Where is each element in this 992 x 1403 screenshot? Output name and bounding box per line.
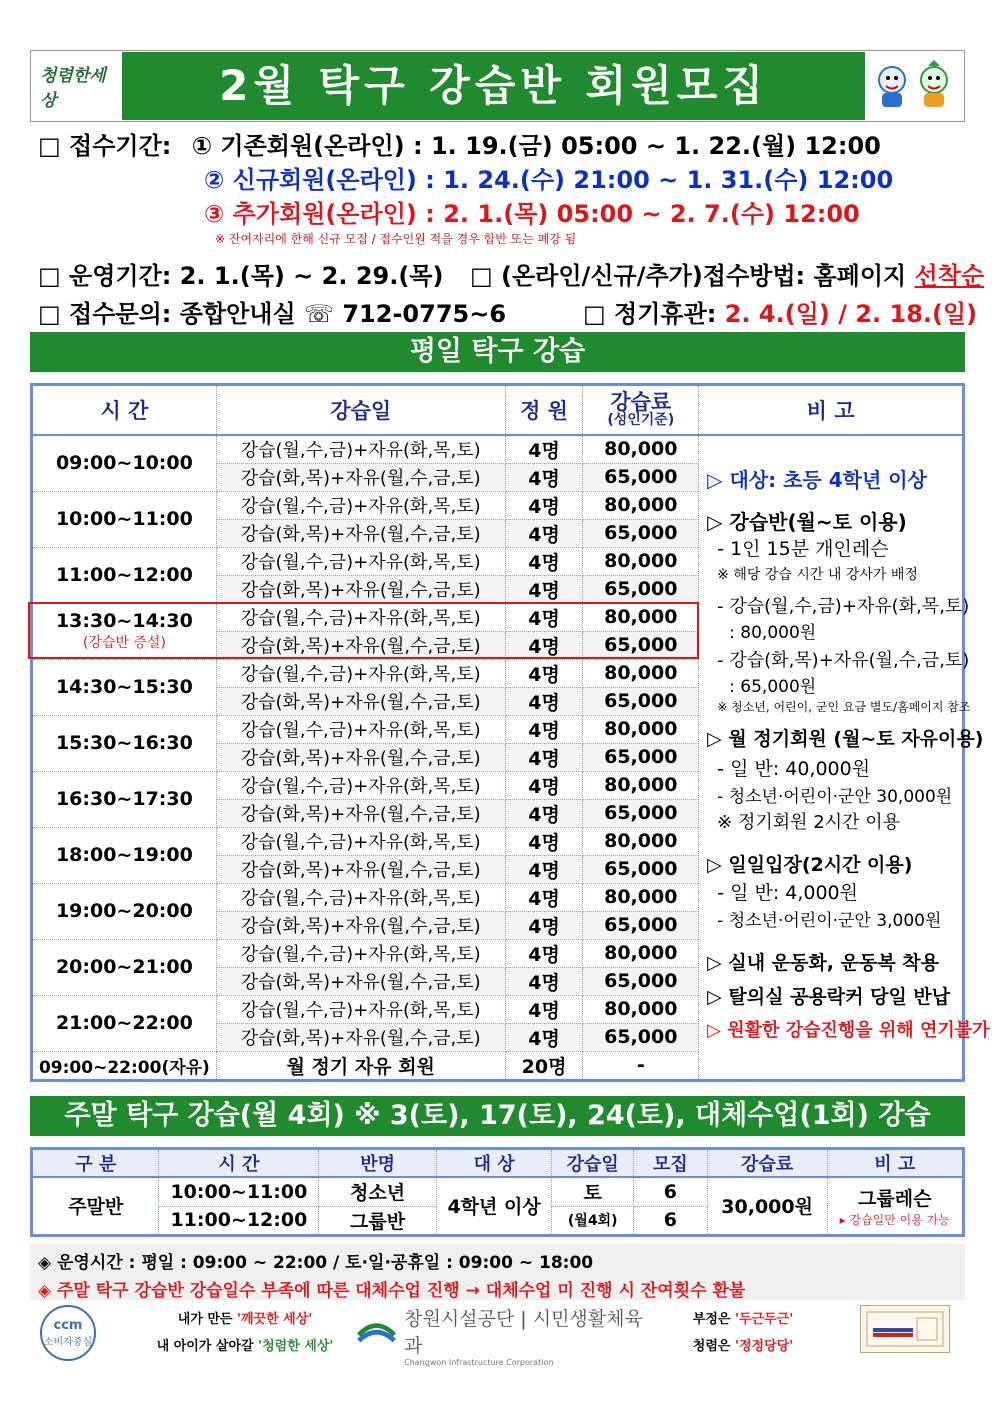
page-title: 2월 탁구 강습반 회원모집 [122, 52, 865, 120]
capacity: 4명 [505, 491, 583, 519]
weekend-col-3: 대 상 [436, 1149, 552, 1178]
organization-name: 창원시설공단 | 시민생활체육과 [404, 1307, 643, 1357]
time-slot-label: 16:30~17:30 [55, 788, 193, 810]
class-days: 강습(화,목)+자유(월,수,금,토) [216, 687, 505, 715]
weekend-col-0: 구 분 [32, 1149, 159, 1178]
registration-method-text: □ (온라인/신규/추가)접수방법: 홈페이지 [470, 262, 907, 290]
time-slot-label: 14:30~15:30 [55, 676, 193, 698]
mascot-icon [870, 60, 960, 112]
fee: 80,000 [583, 827, 699, 855]
class-days: 강습(화,목)+자유(월,수,금,토) [216, 799, 505, 827]
remark-r8: : 65,000원 [729, 676, 817, 697]
time-slot [32, 771, 217, 827]
weekday-section-title: 평일 탁구 강습 [30, 332, 965, 372]
col-capacity: 정 원 [505, 385, 583, 435]
ccm-logo-text: 소비자중심 [43, 1337, 93, 1348]
capacity: 4명 [505, 1023, 583, 1051]
first-come-badge: 선착순 [914, 262, 985, 290]
fee: 65,000 [583, 911, 699, 939]
weekend-col-5: 모집 [634, 1149, 708, 1178]
class-days: 강습(화,목)+자유(월,수,금,토) [216, 1023, 505, 1051]
footnote-hours: ◈ 운영시간 : 평일 : 09:00 ~ 22:00 / 토·일·공휴일 : 09:00 ~ 18:00 [38, 1253, 594, 1273]
closed-days-label: □ 정기휴관: [583, 300, 717, 328]
registration-note: ※ 잔여자리에 한해 신규 모집 / 접수인원 적을 경우 합반 또는 폐강 됨 [215, 232, 577, 246]
time-slot [32, 435, 217, 492]
operation-period: □ 운영기간: 2. 1.(목) ~ 2. 29.(목) [38, 262, 444, 290]
weekend-col-7: 비 고 [827, 1149, 963, 1178]
weekend-cap-1: 6 [634, 1177, 708, 1206]
weekend-table [30, 1147, 965, 1237]
weekend-time-2: 11:00~12:00 [159, 1206, 319, 1235]
remark-r18: ▷ 탈의실 공용락커 당일 반납 [707, 985, 951, 1008]
capacity: 4명 [505, 631, 583, 659]
weekend-time-1: 10:00~11:00 [159, 1177, 319, 1206]
capacity: 4명 [505, 463, 583, 491]
class-days: 강습(월,수,금)+자유(화,목,토) [216, 883, 505, 911]
table-row [32, 435, 964, 464]
weekend-class-2: 그룹반 [319, 1206, 437, 1235]
fee: 80,000 [583, 939, 699, 967]
fee: 65,000 [583, 967, 699, 995]
registration-method [470, 256, 984, 291]
capacity: 4명 [505, 547, 583, 575]
class-days: 강습(월,수,금)+자유(화,목,토) [216, 771, 505, 799]
class-days: 강습(화,목)+자유(월,수,금,토) [216, 743, 505, 771]
capacity: 4명 [505, 743, 583, 771]
weekend-col-6: 강습료 [707, 1149, 827, 1178]
class-days: 강습(화,목)+자유(월,수,금,토) [216, 855, 505, 883]
class-days: 강습(월,수,금)+자유(화,목,토) [216, 491, 505, 519]
slogan-3a: 부정은 [692, 1312, 735, 1327]
class-days: 강습(월,수,금)+자유(화,목,토) [216, 827, 505, 855]
weekend-remark-sub: ▸ 강습일만 이용 가능 [839, 1212, 950, 1227]
col-fee-label: 강습료 [610, 389, 672, 414]
weekend-remark [827, 1177, 963, 1235]
class-days: 강습(화,목)+자유(월,수,금,토) [216, 575, 505, 603]
fee: 65,000 [583, 687, 699, 715]
fee: 80,000 [583, 659, 699, 687]
weekend-class-1: 청소년 [319, 1177, 437, 1206]
class-days: 강습(화,목)+자유(월,수,금,토) [216, 911, 505, 939]
fee: 80,000 [583, 883, 699, 911]
fee: 80,000 [583, 715, 699, 743]
weekend-day-sub: (월4회) [552, 1206, 634, 1235]
registration-existing: ① 기존회원(온라인) : 1. 19.(금) 05:00 ~ 1. 22.(월) 12:00 [191, 132, 881, 160]
fee: 65,000 [583, 519, 699, 547]
organization-name-en: Changwon Infrastructure Corporation [404, 1357, 554, 1367]
time-slot-label: 19:00~20:00 [55, 900, 193, 922]
class-days: 강습(월,수,금)+자유(화,목,토) [216, 715, 505, 743]
weekend-col-2: 반명 [319, 1149, 437, 1178]
col-days: 강습일 [216, 385, 505, 435]
weekend-remark-text: 그룹레슨 [858, 1187, 932, 1210]
fee: 65,000 [583, 743, 699, 771]
fee: 80,000 [583, 995, 699, 1023]
capacity: 4명 [505, 855, 583, 883]
remark-r12: - 청소년·어린이·군안 30,000원 [717, 786, 953, 807]
fee: 65,000 [583, 631, 699, 659]
remark-r9: ※ 청소년, 어린이, 군인 요금 별도/홈페이지 참조 [717, 699, 971, 714]
slogan-left [150, 1308, 340, 1354]
footnote-substitute: ◈ 주말 탁구 강습반 강습일수 부족에 따른 대체수업 진행 → 대체수업 미 진행 시 잔여횟수 환불 [38, 1281, 746, 1301]
fee: 65,000 [583, 575, 699, 603]
time-slot [32, 659, 217, 715]
capacity: 4명 [505, 799, 583, 827]
remark-r7: - 강습(화,목)+자유(월,수,금,토) [717, 649, 970, 671]
class-days: 강습(화,목)+자유(월,수,금,토) [216, 631, 505, 659]
integrity-logo: 청렴한세상 [40, 66, 106, 111]
organization-emblem-icon [355, 1315, 398, 1355]
remark-r10: ▷ 월 정기회원 (월~토 자유이용) [707, 727, 984, 750]
fee: 65,000 [583, 1023, 699, 1051]
remark-r15: - 일 반: 4,000원 [717, 881, 859, 904]
weekend-col-1: 시 간 [159, 1149, 319, 1178]
slogan-4b: '정정당당' [735, 1339, 794, 1354]
free-time: 09:00~22:00(자유) [32, 1051, 217, 1080]
time-slot-label: 15:30~16:30 [55, 732, 193, 754]
weekend-cap-2: 6 [634, 1206, 708, 1235]
capacity: 4명 [505, 519, 583, 547]
remark-r16: - 청소년·어린이·군안 3,000원 [717, 910, 942, 931]
time-slot-label: 09:00~10:00 [55, 452, 193, 474]
slogan-3b: '두근두근' [735, 1312, 794, 1327]
class-days: 강습(화,목)+자유(월,수,금,토) [216, 463, 505, 491]
fee: 80,000 [583, 491, 699, 519]
time-slot-label: 10:00~11:00 [55, 508, 193, 530]
capacity: 4명 [505, 575, 583, 603]
registration-additional: ③ 추가회원(온라인) : 2. 1.(목) 05:00 ~ 2. 7.(수) 12:00 [204, 200, 860, 228]
remark-r19: ▷ 원활한 강습진행을 위해 연기불가 [707, 1019, 990, 1041]
class-days: 강습(월,수,금)+자유(화,목,토) [216, 435, 505, 464]
weekend-target: 4학년 이상 [436, 1177, 552, 1235]
time-slot-label: 20:00~21:00 [55, 956, 193, 978]
remark-r6: : 80,000원 [729, 622, 817, 643]
fee: 65,000 [583, 799, 699, 827]
weekend-section-title: 주말 탁구 강습(월 4회) ※ 3(토), 17(토), 24(토), 대체수업(1회) 강습 [30, 1096, 965, 1136]
capacity: 4명 [505, 939, 583, 967]
time-slot [32, 491, 217, 547]
closed-days-value: 2. 4.(일) / 2. 18.(일) [724, 300, 978, 328]
free-days: 월 정기 자유 회원 [216, 1051, 505, 1080]
slogan-2b: '청렴한 세상' [258, 1339, 334, 1354]
fee: 80,000 [583, 603, 699, 631]
time-slot [32, 995, 217, 1051]
weekend-col-4: 강습일 [552, 1149, 634, 1178]
class-days: 강습(월,수,금)+자유(화,목,토) [216, 939, 505, 967]
free-fee: - [583, 1051, 699, 1080]
capacity: 4명 [505, 603, 583, 631]
capacity: 4명 [505, 715, 583, 743]
slogan-1a: 내가 만든 [177, 1312, 237, 1327]
registration-new: ② 신규회원(온라인) : 1. 24.(수) 21:00 ~ 1. 31.(수) 12:00 [204, 166, 894, 194]
time-slot [32, 547, 217, 603]
registration-label [38, 126, 881, 161]
time-slot [32, 827, 217, 883]
weekday-table [30, 383, 990, 1082]
remark-r1: ▷ 대상: 초등 4학년 이상 [707, 467, 927, 492]
fee: 80,000 [583, 547, 699, 575]
weekend-day: 토 [552, 1177, 634, 1206]
slogan-right [668, 1308, 818, 1354]
col-time: 시 간 [32, 385, 217, 435]
remark-r14: ▷ 일일입장(2시간 이용) [707, 853, 913, 876]
ccm-logo: ccm 소비자중심 [40, 1305, 96, 1361]
remark-r4: ※ 해당 강습 시간 내 강사가 배정 [717, 566, 918, 583]
slogan-4a: 청렴은 [692, 1339, 735, 1354]
class-days: 강습(월,수,금)+자유(화,목,토) [216, 603, 505, 631]
class-days: 강습(화,목)+자유(월,수,금,토) [216, 519, 505, 547]
contact-info: □ 접수문의: 종합안내실 ☏ 712-0775~6 [38, 300, 507, 328]
fee: 65,000 [583, 463, 699, 491]
capacity: 4명 [505, 687, 583, 715]
class-days: 강습(월,수,금)+자유(화,목,토) [216, 659, 505, 687]
remark-r13: ※ 정기회원 2시간 이용 [717, 811, 900, 833]
capacity: 4명 [505, 435, 583, 464]
remark-r11: - 일 반: 40,000원 [717, 757, 871, 780]
fee: 80,000 [583, 435, 699, 464]
remark-r2: ▷ 강습반(월~토 이용) [707, 509, 907, 534]
capacity: 4명 [505, 771, 583, 799]
weekend-name: 주말반 [32, 1177, 159, 1235]
footnotes [30, 1244, 965, 1300]
closed-days [583, 294, 977, 329]
time-slot [32, 715, 217, 771]
class-days: 강습(월,수,금)+자유(화,목,토) [216, 995, 505, 1023]
remarks-cell [699, 435, 990, 1081]
fee: 65,000 [583, 855, 699, 883]
time-slot-label: 11:00~12:00 [55, 564, 193, 586]
capacity: 4명 [505, 659, 583, 687]
time-slot-label: 21:00~22:00 [55, 1012, 193, 1034]
remark-r5: - 강습(월,수,금)+자유(화,목,토) [717, 595, 970, 617]
col-fee [583, 385, 699, 435]
capacity: 4명 [505, 967, 583, 995]
registration-label-text: □ 접수기간: [38, 132, 172, 160]
fee: 80,000 [583, 771, 699, 799]
time-slot [32, 939, 217, 995]
capacity: 4명 [505, 995, 583, 1023]
capacity: 4명 [505, 911, 583, 939]
slogan-2a: 내 아이가 살아갈 [156, 1339, 259, 1354]
class-days: 강습(화,목)+자유(월,수,금,토) [216, 967, 505, 995]
capacity: 4명 [505, 883, 583, 911]
time-slot-label: 13:30~14:30 [55, 610, 193, 632]
time-slot [32, 883, 217, 939]
remark-r3: - 1인 15분 개인레슨 [717, 537, 889, 560]
remark-r17: ▷ 실내 운동화, 운동복 착용 [707, 951, 940, 974]
new-class-highlight [28, 602, 699, 659]
free-capacity: 20명 [505, 1051, 583, 1080]
slogan-1b: '깨끗한 세상' [237, 1312, 313, 1327]
organization-logo [355, 1307, 645, 1367]
new-class-note: (강습반 증설) [82, 635, 166, 651]
time-slot-label: 18:00~19:00 [55, 844, 193, 866]
col-remarks: 비 고 [699, 385, 964, 435]
col-fee-sub: (성인기준) [607, 411, 675, 428]
capacity: 4명 [505, 827, 583, 855]
weekend-fee: 30,000원 [707, 1177, 827, 1235]
certification-logo [860, 1305, 950, 1353]
class-days: 강습(월,수,금)+자유(화,목,토) [216, 547, 505, 575]
